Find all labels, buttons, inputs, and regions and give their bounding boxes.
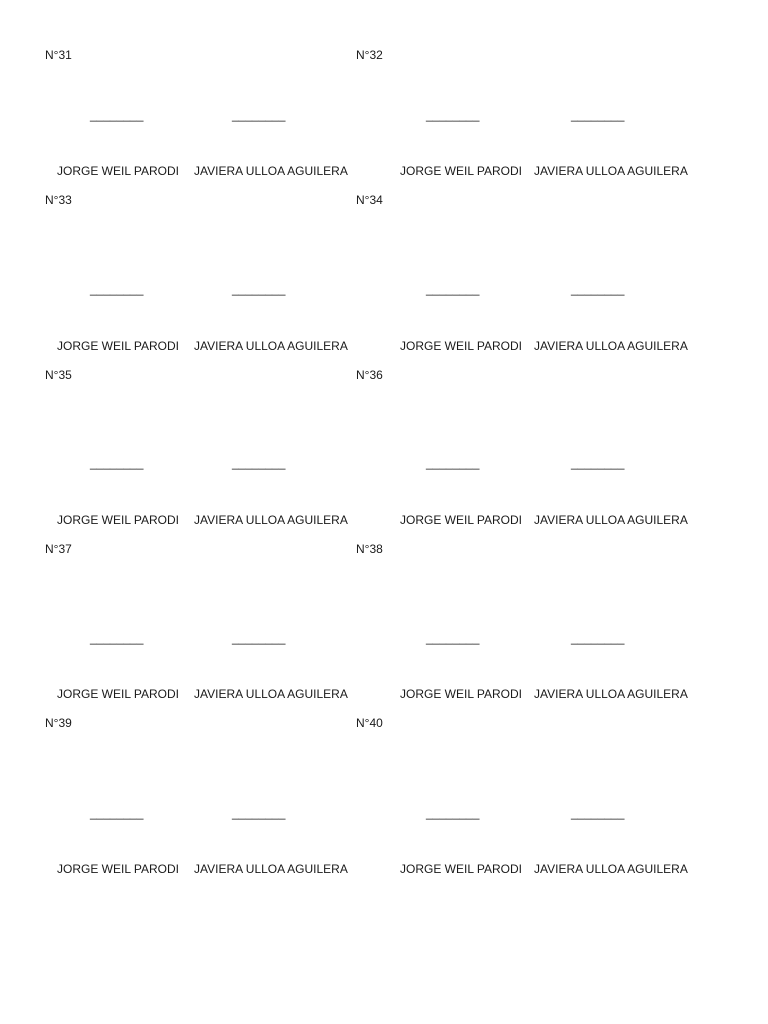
signer-name-left: JORGE WEIL PARODI (400, 164, 523, 178)
entry-number: N°35 (45, 368, 72, 382)
signer-name-right: JAVIERA ULLOA AGUILERA (194, 687, 348, 701)
signature-line: ________ (426, 456, 480, 470)
signature-block-39 (45, 716, 375, 891)
signature-line: ________ (426, 631, 480, 645)
signature-line: ________ (571, 456, 625, 470)
signature-line: ________ (571, 631, 625, 645)
signer-name-right: JAVIERA ULLOA AGUILERA (194, 513, 348, 527)
signature-block-37 (45, 542, 375, 717)
signer-name-right: JAVIERA ULLOA AGUILERA (534, 687, 688, 701)
signer-name-left: JORGE WEIL PARODI (400, 862, 523, 876)
signature-block-40 (356, 716, 686, 891)
signer-name-right: JAVIERA ULLOA AGUILERA (534, 339, 688, 353)
signature-line: ________ (426, 282, 480, 296)
entry-number: N°37 (45, 542, 72, 556)
signature-line: ________ (232, 282, 286, 296)
entry-number: N°32 (356, 48, 383, 62)
signer-name-right: JAVIERA ULLOA AGUILERA (534, 513, 688, 527)
signature-block-34 (356, 193, 686, 368)
signer-name-left: JORGE WEIL PARODI (57, 687, 180, 701)
signature-line: ________ (232, 456, 286, 470)
signer-name-left: JORGE WEIL PARODI (400, 687, 523, 701)
entry-number: N°33 (45, 193, 72, 207)
entry-number: N°39 (45, 716, 72, 730)
signature-line: ________ (90, 631, 144, 645)
signature-line: ________ (232, 108, 286, 122)
signer-name-left: JORGE WEIL PARODI (57, 164, 180, 178)
entry-number: N°34 (356, 193, 383, 207)
signature-line: ________ (571, 108, 625, 122)
signature-line: ________ (90, 282, 144, 296)
entry-number: N°38 (356, 542, 383, 556)
signer-name-left: JORGE WEIL PARODI (400, 513, 523, 527)
signature-line: ________ (232, 806, 286, 820)
signature-line: ________ (571, 806, 625, 820)
signer-name-right: JAVIERA ULLOA AGUILERA (194, 164, 348, 178)
entry-number: N°40 (356, 716, 383, 730)
signature-line: ________ (90, 108, 144, 122)
signature-line: ________ (232, 631, 286, 645)
signature-line: ________ (426, 108, 480, 122)
signer-name-right: JAVIERA ULLOA AGUILERA (534, 862, 688, 876)
signature-block-38 (356, 542, 686, 717)
signer-name-right: JAVIERA ULLOA AGUILERA (194, 339, 348, 353)
signature-block-33 (45, 193, 375, 368)
signature-line: ________ (90, 456, 144, 470)
signer-name-left: JORGE WEIL PARODI (57, 862, 180, 876)
signature-line: ________ (90, 806, 144, 820)
entry-number: N°36 (356, 368, 383, 382)
signer-name-left: JORGE WEIL PARODI (57, 339, 180, 353)
signer-name-left: JORGE WEIL PARODI (400, 339, 523, 353)
signature-block-36 (356, 368, 686, 543)
signer-name-right: JAVIERA ULLOA AGUILERA (534, 164, 688, 178)
signature-line: ________ (571, 282, 625, 296)
signer-name-right: JAVIERA ULLOA AGUILERA (194, 862, 348, 876)
entry-number: N°31 (45, 48, 72, 62)
signature-line: ________ (426, 806, 480, 820)
signer-name-left: JORGE WEIL PARODI (57, 513, 180, 527)
